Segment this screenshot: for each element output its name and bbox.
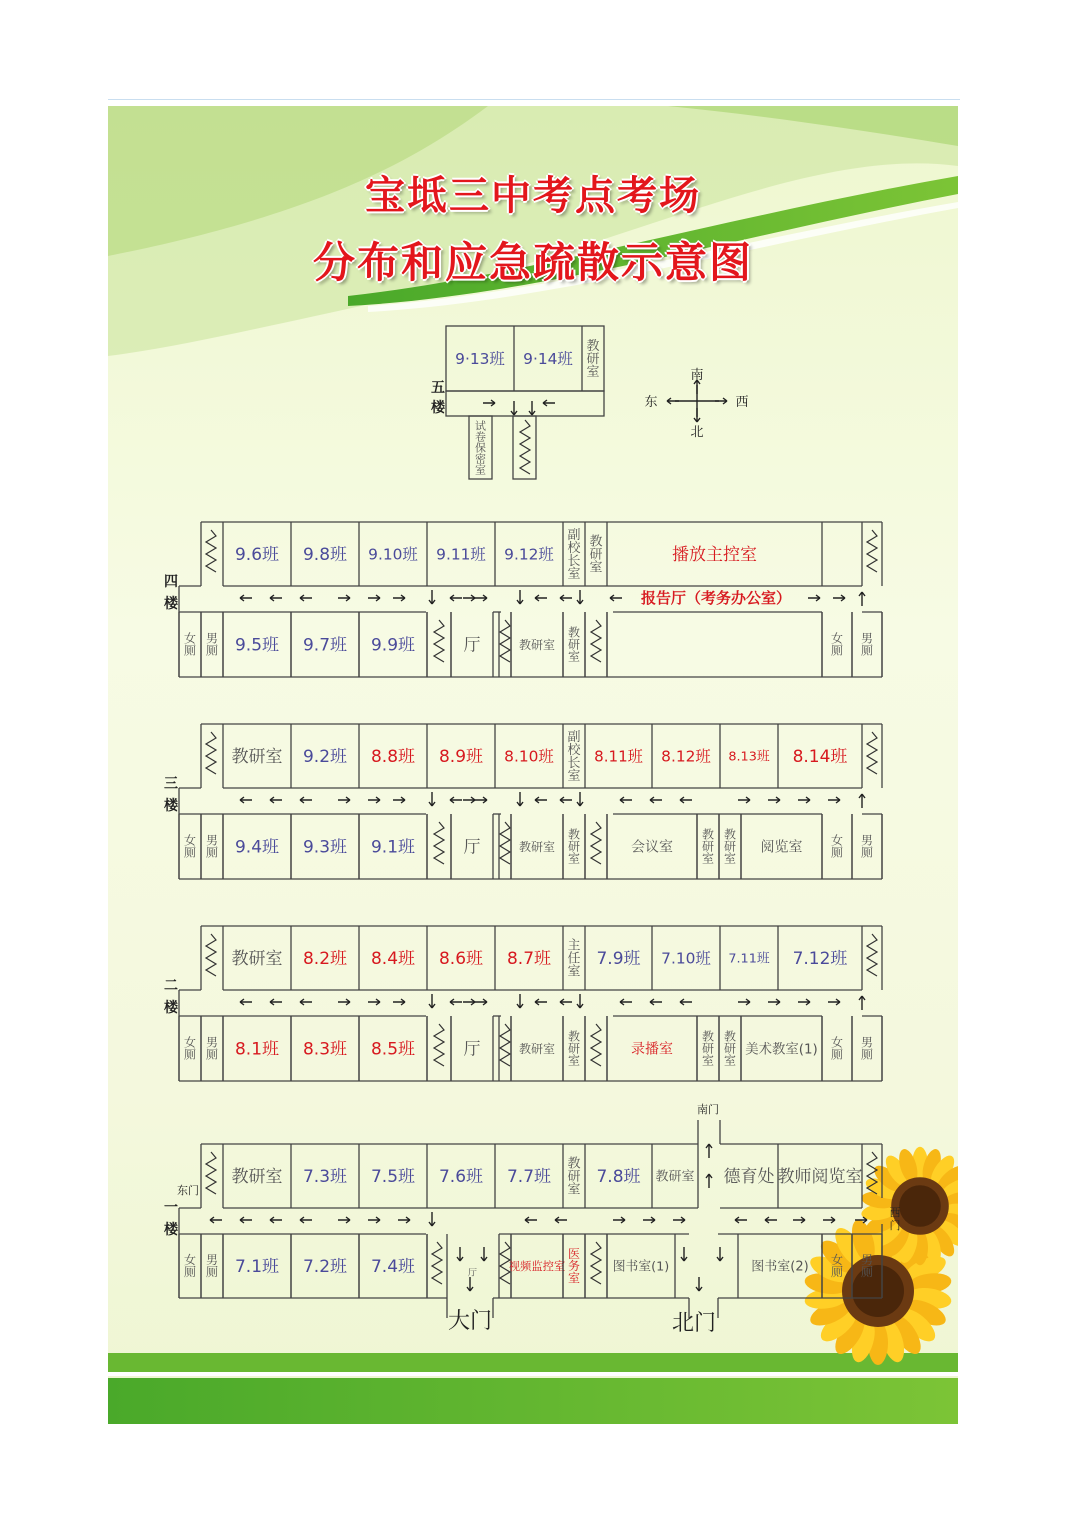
evacuation-arrow — [475, 595, 487, 601]
evacuation-arrow — [529, 401, 535, 415]
room-label: 教研室 — [231, 747, 283, 768]
evacuation-arrow — [738, 797, 750, 803]
floor4-label: 四楼 — [164, 574, 178, 612]
room-label: 8.2班 — [302, 949, 348, 970]
evacuation-arrow — [525, 1217, 537, 1223]
room-label: 副校长室 — [567, 528, 581, 583]
room-label: 教研室 — [231, 1167, 283, 1188]
evacuation-arrow — [768, 999, 780, 1005]
evacuation-arrow — [429, 590, 435, 604]
evacuation-arrow — [765, 1217, 777, 1223]
evacuation-arrow — [535, 999, 547, 1005]
evacuation-arrow — [338, 999, 350, 1005]
room-label: 8.5班 — [370, 1039, 416, 1060]
room-label: 8.13班 — [728, 749, 770, 765]
stair-zigzag — [867, 530, 877, 572]
stair-zigzag — [432, 1242, 442, 1284]
room-label: 试卷保密室 — [475, 419, 486, 477]
evacuation-arrow — [650, 999, 662, 1005]
evacuation-arrow — [680, 999, 692, 1005]
room-label: 教研室 — [567, 827, 581, 866]
evacuation-arrow — [270, 595, 282, 601]
evacuation-arrow — [429, 792, 435, 806]
room-label: 7.4班 — [370, 1257, 416, 1278]
room-label: 8.12班 — [661, 747, 711, 766]
evacuation-arrow — [673, 1217, 685, 1223]
stair-zigzag — [591, 822, 601, 864]
floor2-label: 二楼 — [164, 978, 178, 1016]
lecture-hall-label: 报告厅（考务办公室） — [640, 589, 792, 607]
room-label: 7.7班 — [506, 1167, 552, 1188]
evacuation-arrow — [643, 1217, 655, 1223]
evacuation-arrow — [270, 999, 282, 1005]
room-label: 男厕 — [205, 1035, 219, 1062]
room-label: 教研室 — [701, 827, 715, 866]
room-label: 副校长室 — [567, 730, 581, 785]
room-label: 9.6班 — [234, 545, 280, 566]
stair-zigzag — [867, 1152, 877, 1194]
evacuation-arrow — [463, 999, 475, 1005]
room-label: 女厕 — [830, 1253, 844, 1280]
room-label: 教师阅览室 — [777, 1167, 863, 1188]
room-label: 教研室 — [518, 839, 556, 854]
evacuation-arrow — [300, 999, 312, 1005]
title-line-1: 宝坻三中考点考场 — [365, 172, 701, 219]
evacuation-arrow — [270, 1217, 282, 1223]
room-label: 医务室 — [567, 1247, 581, 1286]
evacuation-arrow — [859, 794, 865, 808]
evacuation-arrow — [467, 1277, 473, 1291]
room-label: 教研室 — [567, 625, 581, 664]
room-label: 教研室 — [567, 1029, 581, 1068]
room-label: 9.8班 — [302, 545, 348, 566]
evacuation-arrow — [517, 590, 523, 604]
room-label: 7.6班 — [438, 1167, 484, 1188]
evacuation-arrow — [450, 797, 462, 803]
room-label: 7.9班 — [596, 949, 641, 970]
evacuation-arrow — [300, 595, 312, 601]
evacuation-arrow — [240, 999, 252, 1005]
poster — [108, 106, 958, 1424]
evacuation-arrow — [338, 1217, 350, 1223]
stair-zigzag — [591, 620, 601, 662]
evacuation-arrow — [511, 401, 517, 415]
room-label: 9·14班 — [523, 350, 573, 369]
room-label: 女厕 — [830, 833, 844, 860]
compass-south-label: 南 — [690, 368, 704, 383]
room-label: 会议室 — [631, 839, 673, 856]
evacuation-arrow — [368, 999, 380, 1005]
stair-zigzag — [867, 732, 877, 774]
stair-zigzag — [500, 822, 510, 864]
stair-zigzag — [206, 1152, 216, 1194]
room-label: 9.7班 — [302, 635, 348, 656]
evacuation-arrow — [650, 797, 662, 803]
room-label: 教研室 — [567, 1156, 581, 1198]
room-label: 女厕 — [183, 833, 197, 860]
room-label: 教研室 — [518, 1041, 556, 1056]
room-label: 德育处 — [723, 1167, 775, 1188]
evacuation-arrow — [696, 1277, 702, 1291]
room-label: 教研室 — [231, 949, 283, 970]
evacuation-arrow — [300, 1217, 312, 1223]
evacuation-arrow — [393, 797, 405, 803]
evacuation-arrow — [429, 994, 435, 1008]
stair-zigzag — [434, 1024, 444, 1066]
room-label: 8.1班 — [234, 1039, 280, 1060]
evacuation-arrow — [517, 792, 523, 806]
evacuation-arrow — [620, 797, 632, 803]
evacuation-arrow — [535, 595, 547, 601]
room-label: 教研室 — [518, 637, 556, 652]
room-label: 女厕 — [183, 1035, 197, 1062]
room-label: 8.3班 — [302, 1039, 348, 1060]
room-label: 男厕 — [860, 631, 874, 658]
room-label: 9.2班 — [302, 747, 348, 768]
room-label: 7.12班 — [792, 949, 848, 970]
room-label: 男厕 — [205, 1253, 219, 1280]
room-label: 教研室 — [655, 1169, 695, 1185]
evacuation-arrow — [240, 797, 252, 803]
room-label: 9.3班 — [302, 837, 348, 858]
stair-zigzag — [206, 934, 216, 976]
evacuation-arrow — [463, 595, 475, 601]
room-label: 7.5班 — [370, 1167, 416, 1188]
evacuation-arrow — [859, 996, 865, 1010]
door-east-label: 东门 — [177, 1184, 199, 1197]
room-label: 9.5班 — [234, 635, 280, 656]
room-label: 女厕 — [830, 1035, 844, 1062]
evacuation-arrow — [706, 1174, 712, 1188]
room-label: 阅览室 — [760, 839, 803, 856]
evacuation-arrow — [798, 999, 810, 1005]
evacuation-arrow — [560, 999, 572, 1005]
evacuation-arrow — [768, 797, 780, 803]
evacuation-arrow — [338, 797, 350, 803]
evacuation-arrow — [681, 1247, 687, 1261]
floor-plan — [108, 106, 958, 1424]
floor1-label: 一楼 — [164, 1200, 178, 1238]
evacuation-arrow — [855, 1217, 867, 1223]
stair-zigzag — [500, 1024, 510, 1066]
evacuation-arrow — [240, 1217, 252, 1223]
room-label: 教研室 — [586, 339, 600, 381]
room-label: 8.9班 — [438, 747, 484, 768]
compass-arrow — [715, 398, 727, 404]
evacuation-arrow — [210, 1217, 222, 1223]
room-label: 8.7班 — [506, 949, 552, 970]
room-label: 男厕 — [205, 631, 219, 658]
room-label: 美术教室(1) — [745, 1042, 818, 1058]
room-label: 男厕 — [860, 833, 874, 860]
room-label: 男厕 — [860, 1253, 874, 1280]
room-label: 厅 — [467, 1268, 478, 1279]
title-line-2: 分布和应急疏散示意图 — [312, 238, 753, 287]
evacuation-arrow — [610, 595, 622, 601]
evacuation-arrow — [738, 999, 750, 1005]
evacuation-arrow — [620, 999, 632, 1005]
room-label: 8.11班 — [594, 747, 643, 766]
door-main-label: 大门 — [447, 1309, 493, 1334]
evacuation-arrow — [450, 595, 462, 601]
room-label: 女厕 — [183, 631, 197, 658]
room-label: 教研室 — [723, 1029, 737, 1068]
room-label: 9.4班 — [234, 837, 280, 858]
evacuation-arrow — [398, 1217, 410, 1223]
compass-north-label: 北 — [690, 425, 704, 440]
evacuation-arrow — [706, 1144, 712, 1158]
evacuation-arrow — [577, 590, 583, 604]
floor5-stair-box — [513, 416, 536, 479]
evacuation-arrow — [270, 797, 282, 803]
evacuation-arrow — [577, 994, 583, 1008]
room-label: 8.4班 — [370, 949, 416, 970]
evacuation-arrow — [823, 1217, 835, 1223]
evacuation-arrow — [798, 797, 810, 803]
evacuation-arrow — [560, 595, 572, 601]
evacuation-arrow — [393, 595, 405, 601]
evacuation-arrow — [680, 797, 692, 803]
room-label: 7.3班 — [302, 1167, 348, 1188]
room-label: 女厕 — [830, 631, 844, 658]
evacuation-arrow — [859, 592, 865, 606]
evacuation-arrow — [793, 1217, 805, 1223]
room-label: 男厕 — [860, 1035, 874, 1062]
stair-zigzag — [867, 934, 877, 976]
room-label: 7.1班 — [234, 1257, 280, 1278]
room-label: 厅 — [463, 635, 481, 656]
evacuation-arrow — [368, 595, 380, 601]
door-west-label: 西门 — [889, 1206, 901, 1232]
evacuation-arrow — [393, 999, 405, 1005]
stair-zigzag — [434, 620, 444, 662]
room-label: 7.11班 — [728, 951, 770, 967]
evacuation-arrow — [808, 595, 820, 601]
room-label: 教研室 — [723, 827, 737, 866]
room-label: 9.9班 — [370, 635, 416, 656]
evacuation-arrow — [368, 797, 380, 803]
room-label: 8.14班 — [792, 747, 848, 768]
evacuation-arrow — [475, 999, 487, 1005]
stair-zigzag — [591, 1024, 601, 1066]
room-label: 9.12班 — [504, 545, 554, 564]
room-label: 7.2班 — [302, 1257, 348, 1278]
evacuation-arrow — [475, 797, 487, 803]
floor3-label: 三楼 — [164, 776, 178, 814]
room-label: 图书室(1) — [612, 1259, 670, 1275]
room-label: 视频监控室 — [508, 1260, 566, 1274]
stair-zigzag — [206, 530, 216, 572]
stair-zigzag — [500, 620, 510, 662]
evacuation-arrow — [429, 1212, 435, 1226]
evacuation-arrow — [833, 595, 845, 601]
evacuation-arrow — [577, 792, 583, 806]
evacuation-arrow — [450, 999, 462, 1005]
door-south-label: 南门 — [697, 1103, 719, 1116]
evacuation-arrow — [717, 1247, 723, 1261]
room-label: 录播室 — [631, 1041, 673, 1058]
room-label: 播放主控室 — [672, 545, 757, 566]
room-label: 7.10班 — [661, 949, 711, 968]
evacuation-arrow — [735, 1217, 747, 1223]
room-label: 9.1班 — [370, 837, 416, 858]
evacuation-arrow — [517, 994, 523, 1008]
evacuation-arrow — [483, 400, 495, 406]
evacuation-arrow — [463, 797, 475, 803]
compass-west-label: 西 — [735, 395, 749, 410]
evacuation-arrow — [543, 400, 555, 406]
evacuation-arrow — [555, 1217, 567, 1223]
stair-zigzag — [520, 420, 530, 474]
room-label: 教研室 — [701, 1029, 715, 1068]
room-label: 9.10班 — [368, 545, 418, 564]
evacuation-arrow — [535, 797, 547, 803]
evacuation-arrow — [828, 797, 840, 803]
room-label: 女厕 — [183, 1253, 197, 1280]
door-north-label: 北门 — [671, 1311, 717, 1336]
room-label: 8.6班 — [438, 949, 484, 970]
evacuation-arrow — [338, 595, 350, 601]
evacuation-arrow — [240, 595, 252, 601]
room-label: 8.10班 — [504, 747, 554, 766]
stair-zigzag — [434, 822, 444, 864]
room-label: 教研室 — [589, 534, 603, 576]
room-label: 8.8班 — [370, 747, 416, 768]
room-label: 9.11班 — [436, 545, 486, 564]
evacuation-arrow — [613, 1217, 625, 1223]
floor5-label: 五楼 — [431, 380, 445, 416]
stair-zigzag — [206, 732, 216, 774]
room-label: 男厕 — [205, 833, 219, 860]
stair-zigzag — [591, 1242, 601, 1284]
evacuation-arrow — [560, 797, 572, 803]
compass-arrow — [694, 408, 700, 422]
room-label: 7.8班 — [596, 1167, 641, 1188]
room-label: 9·13班 — [455, 350, 505, 369]
room-label: 主任室 — [567, 938, 581, 980]
floor5-corridor — [446, 391, 604, 416]
compass-east-label: 东 — [644, 395, 658, 410]
evacuation-arrow — [300, 797, 312, 803]
room-label: 厅 — [463, 837, 481, 858]
evacuation-arrow — [828, 999, 840, 1005]
compass-arrow — [667, 398, 679, 404]
room-label: 厅 — [463, 1039, 481, 1060]
top-divider — [108, 99, 960, 100]
evacuation-arrow — [481, 1247, 487, 1261]
evacuation-arrow — [457, 1247, 463, 1261]
room-label: 图书室(2) — [751, 1259, 809, 1275]
evacuation-arrow — [368, 1217, 380, 1223]
